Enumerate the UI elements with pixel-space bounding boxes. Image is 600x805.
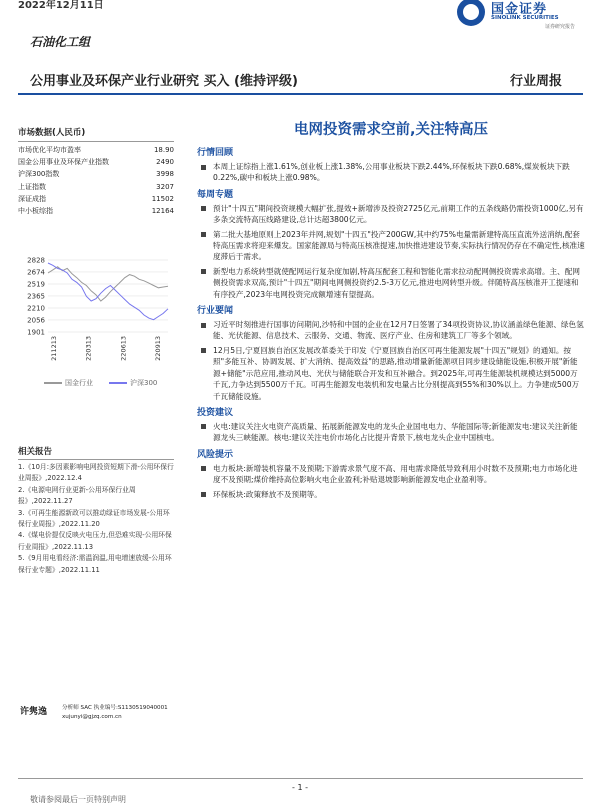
y-tick-label: 2519: [27, 280, 45, 289]
bullet-item: [197, 489, 585, 500]
market-data-label: 深证成指: [18, 194, 46, 203]
author-name: 许隽逸: [20, 707, 48, 717]
x-tick-label: 220613: [119, 336, 128, 361]
x-tick-label: 220913: [154, 336, 162, 361]
market-data-panel: [18, 126, 174, 217]
author-info: [62, 704, 168, 722]
market-data-label: 国金公用事业及环保产业指数: [18, 158, 109, 167]
footer-divider: [18, 778, 583, 779]
x-tick-label: 220313: [84, 336, 93, 361]
bullet-item: [197, 161, 585, 184]
header-divider: [18, 93, 583, 95]
bullet-square-icon: [201, 492, 206, 497]
related-report-item[interactable]: 2.《电源电网行业更新-公用环保行业周报》,2022.11.27: [18, 485, 136, 506]
related-reports-list: [18, 462, 174, 576]
market-data-row: [18, 193, 174, 205]
related-reports-divider: [18, 459, 174, 460]
bullet-square-icon: [201, 232, 206, 237]
y-tick-label: 2828: [27, 256, 45, 265]
market-data-label: 中小板综指: [18, 207, 53, 216]
bullet-item: [197, 203, 585, 226]
logo-name-cn: 国金证券: [491, 2, 548, 17]
bullet-square-icon: [201, 424, 206, 429]
bullet-item: [197, 463, 585, 486]
index-chart-svg: [18, 252, 174, 372]
market-data-label: 市场优化平均市盈率: [18, 146, 81, 154]
legend-label: 国金行业: [65, 379, 93, 387]
bullet-text: 预计"十四五"期间投资规模大幅扩张,提效+新增涉及投资2725亿元,前期工作的五条线路仍需投资1000亿,另有多条交流特高压线路建设,总计达超3800亿元。: [213, 203, 584, 225]
market-data-value: 12164: [151, 207, 174, 216]
section-title: 行情回顾: [197, 148, 234, 158]
section-title: 投资建议: [197, 407, 234, 418]
index-chart: [18, 252, 174, 372]
market-data-label: 沪深300指数: [18, 170, 60, 179]
market-data-title: 市场数据(人民币): [18, 128, 86, 138]
related-report-item[interactable]: 4.《煤电价提仅反映火电压力,但恐难实现-公用环保行业周报》,2022.11.13: [18, 531, 172, 551]
market-data-label: 上证指数: [18, 182, 46, 191]
report-date: 2022年12月11日: [18, 0, 104, 11]
page-number: - 1 -: [292, 783, 308, 792]
legend-swatch: [109, 382, 127, 384]
disclaimer: 敬请参阅最后一页特别声明: [30, 795, 126, 804]
market-data-row: [18, 156, 174, 168]
related-report-item[interactable]: 5.《9月用电看经济:需温润温,用电增速放缓-公用环保行业专题》,2022.11.11: [18, 554, 172, 574]
logo-subtitle: 证券研究报告: [545, 24, 576, 30]
bullet-text: 习近平时刻推进行国事访问期间,沙特和中国的企业在12月7日签署了34项投资协议,协议涵盖绿色能源、绿色氢能、光伏能源、信息技术、云服务、交通、物流、医疗产业、住房和建筑工厂等多个领域。: [213, 320, 584, 341]
main-content: [197, 118, 585, 503]
related-reports-title: 相关报告: [18, 447, 53, 457]
market-data-row: [18, 168, 174, 180]
market-data-value: 2490: [156, 158, 174, 167]
bullet-text: 火电:建议关注火电资产高质量、拓展新能源发电的龙头企业国电电力、华能国际等;新能源发电:建议关注新能源龙头三峡能源。核电:建议关注电价市场化占比提升背景下,核电龙头企业中国核电。: [213, 421, 578, 443]
y-tick-label: 2674: [27, 268, 45, 277]
y-tick-label: 2210: [27, 304, 45, 313]
department-name: 石油化工组: [30, 35, 91, 49]
section-title: 风险提示: [197, 449, 234, 460]
bullet-square-icon: [201, 466, 206, 471]
bullet-text: 第二批大基地原则上2023年并网,规划"十四五"投产200GW,其中约75%电量需新建特高压直流外送消纳,配套特高压需求将迎来爆发。国家能源局与特高压核准提速,加快推进建设节奏,实际执行情况仍存在不确定性,核准速度滞后于需求。: [213, 229, 585, 262]
related-report-item[interactable]: 1.《10月:多因素影响电网投资短期下滑-公用环保行业周报》,2022.12.4: [18, 463, 174, 483]
legend-label: 沪深300: [130, 379, 158, 387]
report-title: 公用事业及环保产业行业研究 买入 (维持评级): [30, 74, 298, 89]
logo-mark-icon: [457, 0, 485, 26]
bullet-item: [197, 421, 585, 444]
headline: 电网投资需求空前,关注特高压: [293, 122, 488, 138]
series-line-1: [48, 263, 168, 320]
related-reports: [18, 445, 174, 576]
market-data-row: [18, 181, 174, 193]
bullet-text: 新型电力系统转型就使配网运行复杂度加剧,特高压配套工程和智能化需求拉动配网侧投资需求高增。主、配网侧投资需求双高,预计"十四五"期间电网侧投资约2.5-3万亿元,推进电网转型升级。伴随特高压核准开工提速和有序投产,2023年电网投资完成额增速有望提高。: [213, 266, 580, 299]
legend-item: [109, 378, 157, 388]
logo-name-en: SINOLINK SECURITIES: [491, 15, 559, 21]
market-data-row: [18, 144, 174, 156]
bullet-item: [197, 229, 585, 263]
bullet-text: 12月5日,宁夏回族自治区发展改革委关于印发《宁夏回族自治区可再生能源发展"十四五"规划》的通知。按照"多能互补、协调发展、扩大消纳、提高效益"的思路,推动增量新能源项目同步建设储能设施,积极开展"新能源+储能"示范应用,推动风电、光伏与储能联合开发和互补融合。到2025年,可再生能源装机规模达到5000万千瓦,力争达到5500万千瓦。可再生能源发电装机和发电量占比分别提高到55%和30%以上。力争建成500万千瓦储能设施。: [213, 345, 580, 401]
author-license: 分析师 SAC 执业编号:S1130519040001: [62, 705, 168, 711]
report-type: 行业周报: [510, 74, 563, 89]
y-tick-label: 1901: [27, 328, 45, 337]
bullet-text: 电力板块:新增装机容量不及预期;下游需求景气度不高、用电需求降低导致利用小时数不及预期;电力市场化进度不及预期;煤价维持高位影响火电企业盈利;补贴退坡影响新能源发电企业盈利等。: [213, 463, 578, 485]
section-title: 每周专题: [197, 189, 234, 200]
author-email[interactable]: xujunyi@gjzq.com.cn: [62, 714, 122, 720]
market-data-value: 11502: [151, 194, 174, 203]
market-data-row: [18, 205, 174, 217]
market-data-value: 3998: [156, 170, 174, 179]
bullet-item: [197, 345, 585, 402]
legend-swatch: [44, 382, 62, 384]
related-report-item[interactable]: 3.《可再生能源新政可以推动绿证市场发展-公用环保行业周报》,2022.11.20: [18, 508, 170, 529]
sections: [197, 145, 585, 500]
bullet-square-icon: [201, 269, 206, 274]
market-data-value: 3207: [156, 182, 174, 191]
y-tick-label: 2056: [27, 316, 45, 325]
y-tick-label: 2365: [27, 292, 45, 301]
bullet-text: 环保板块:政策释放不及预期等。: [213, 489, 322, 499]
legend-item: [44, 378, 93, 388]
x-tick-label: 211213: [50, 336, 58, 361]
market-data-divider: [18, 141, 174, 142]
bullet-square-icon: [201, 348, 206, 353]
bullet-square-icon: [201, 206, 206, 211]
market-data-list: [18, 144, 174, 217]
bullet-item: [197, 319, 585, 342]
company-logo: [457, 0, 587, 32]
bullet-square-icon: [201, 323, 206, 328]
chart-legend: [44, 378, 157, 388]
bullet-item: [197, 266, 585, 300]
section-title: 行业要闻: [197, 306, 234, 317]
bullet-square-icon: [201, 165, 206, 170]
bullet-text: 本周上证综指上涨1.61%,创业板上涨1.38%,公用事业板块下跌2.44%,环保板块下跌0.68%,煤炭板块下跌0.22%,碳中和板块上涨0.98%。: [213, 162, 570, 183]
market-data-value: 18.90: [153, 146, 174, 154]
